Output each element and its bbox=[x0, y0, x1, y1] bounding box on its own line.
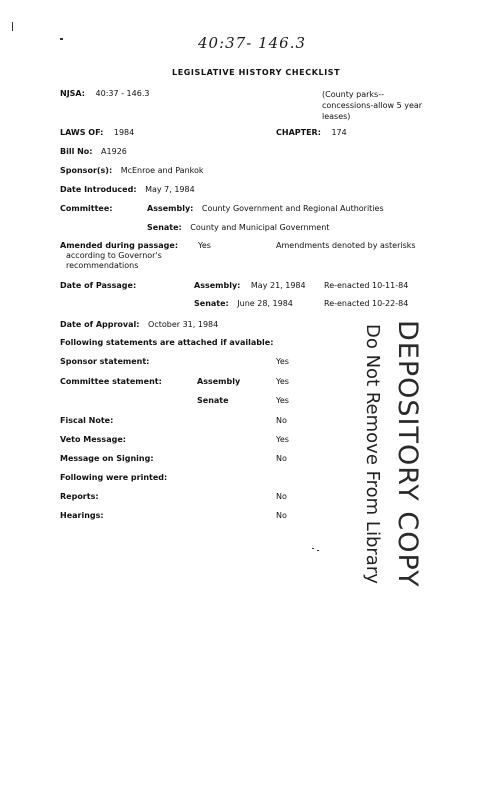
laws-of-label: LAWS OF: bbox=[60, 128, 104, 137]
committee-statement-senate-label: Senate bbox=[197, 396, 229, 405]
amended-value: Yes bbox=[198, 241, 211, 250]
chapter-label: CHAPTER: bbox=[276, 128, 321, 137]
committee-senate-value: County and Municipal Government bbox=[190, 223, 330, 232]
passage-senate-label: Senate: bbox=[194, 299, 229, 308]
bill-no-row bbox=[60, 147, 127, 156]
passage-assembly-date: May 21, 1984 bbox=[250, 281, 306, 290]
chapter-row bbox=[276, 128, 347, 137]
amended-label: Amended during passage: bbox=[60, 241, 179, 250]
committee-statement-assembly-value: Yes bbox=[276, 377, 289, 386]
committee-statement-senate-value: Yes bbox=[276, 396, 289, 405]
hearings-label: Hearings: bbox=[60, 511, 104, 520]
approval-row bbox=[60, 320, 218, 329]
fiscal-note-value: No bbox=[276, 416, 287, 425]
njsa-row bbox=[60, 89, 149, 98]
laws-of-value: 1984 bbox=[113, 128, 135, 137]
njsa-value: 40:37 - 146.3 bbox=[95, 89, 150, 98]
committee-senate-label: Senate: bbox=[147, 223, 182, 232]
stamp-do-not-remove: Do Not Remove From Library bbox=[362, 324, 383, 584]
bill-no-value: A1926 bbox=[101, 147, 127, 156]
depository-stamp bbox=[328, 320, 423, 588]
committee-statement-assembly-label: Assembly bbox=[197, 377, 241, 386]
fiscal-note-label: Fiscal Note: bbox=[60, 416, 114, 425]
message-on-signing-value: No bbox=[276, 454, 287, 463]
message-on-signing-label: Message on Signing: bbox=[60, 454, 154, 463]
sponsor-statement-value: Yes bbox=[276, 357, 289, 366]
date-introduced-value: May 7, 1984 bbox=[145, 185, 195, 194]
subject-note-line: (County parks-- bbox=[322, 90, 384, 99]
scan-mark bbox=[60, 38, 63, 40]
committee-statement-label: Committee statement: bbox=[60, 377, 162, 386]
sponsors-label: Sponsor(s): bbox=[60, 166, 113, 175]
committee-senate-row bbox=[147, 223, 329, 232]
passage-senate-row bbox=[194, 299, 293, 308]
amended-sub: recommendations bbox=[66, 261, 139, 270]
chapter-value: 174 bbox=[331, 128, 347, 137]
approval-label: Date of Approval: bbox=[60, 320, 140, 329]
committee-assembly-value: County Government and Regional Authorities bbox=[201, 204, 384, 213]
date-introduced-row bbox=[60, 185, 195, 194]
veto-message-label: Veto Message: bbox=[60, 435, 126, 444]
page-title: LEGISLATIVE HISTORY CHECKLIST bbox=[172, 68, 341, 77]
passage-assembly-row bbox=[194, 281, 306, 290]
approval-value: October 31, 1984 bbox=[148, 320, 219, 329]
passage-senate-reenacted: Re-enacted 10-22-84 bbox=[324, 299, 409, 308]
sponsor-statement-label: Sponsor statement: bbox=[60, 357, 150, 366]
subject-note-line: leases) bbox=[322, 112, 351, 121]
amended-block bbox=[60, 241, 178, 271]
reports-value: No bbox=[276, 492, 287, 501]
scan-mark bbox=[12, 22, 13, 31]
hearings-value: No bbox=[276, 511, 287, 520]
stamp-depository-copy: DEPOSITORY COPY bbox=[392, 320, 423, 588]
veto-message-value: Yes bbox=[276, 435, 289, 444]
bill-no-label: Bill No: bbox=[60, 147, 93, 156]
printed-header: Following were printed: bbox=[60, 473, 168, 482]
sponsors-value: McEnroe and Pankok bbox=[120, 166, 204, 175]
committee-label: Committee: bbox=[60, 204, 113, 213]
subject-note bbox=[322, 89, 422, 122]
statements-header: Following statements are attached if available: bbox=[60, 338, 274, 347]
amended-note: Amendments denoted by asterisks bbox=[276, 241, 416, 250]
scan-speck bbox=[317, 550, 319, 551]
reports-label: Reports: bbox=[60, 492, 99, 501]
subject-note-line: concessions-allow 5 year bbox=[322, 101, 423, 110]
passage-senate-date: June 28, 1984 bbox=[237, 299, 293, 308]
committee-assembly-row bbox=[147, 204, 384, 213]
amended-sub: according to Governor's bbox=[66, 251, 162, 260]
passage-assembly-reenacted: Re-enacted 10-11-84 bbox=[324, 281, 409, 290]
njsa-label: NJSA: bbox=[60, 89, 85, 98]
passage-assembly-label: Assembly: bbox=[194, 281, 241, 290]
date-introduced-label: Date Introduced: bbox=[60, 185, 137, 194]
committee-assembly-label: Assembly: bbox=[147, 204, 194, 213]
laws-of-row bbox=[60, 128, 134, 137]
sponsors-row bbox=[60, 166, 204, 175]
scan-speck bbox=[312, 548, 314, 549]
passage-label: Date of Passage: bbox=[60, 281, 137, 290]
handwritten-reference: 40:37- 146.3 bbox=[198, 34, 307, 52]
